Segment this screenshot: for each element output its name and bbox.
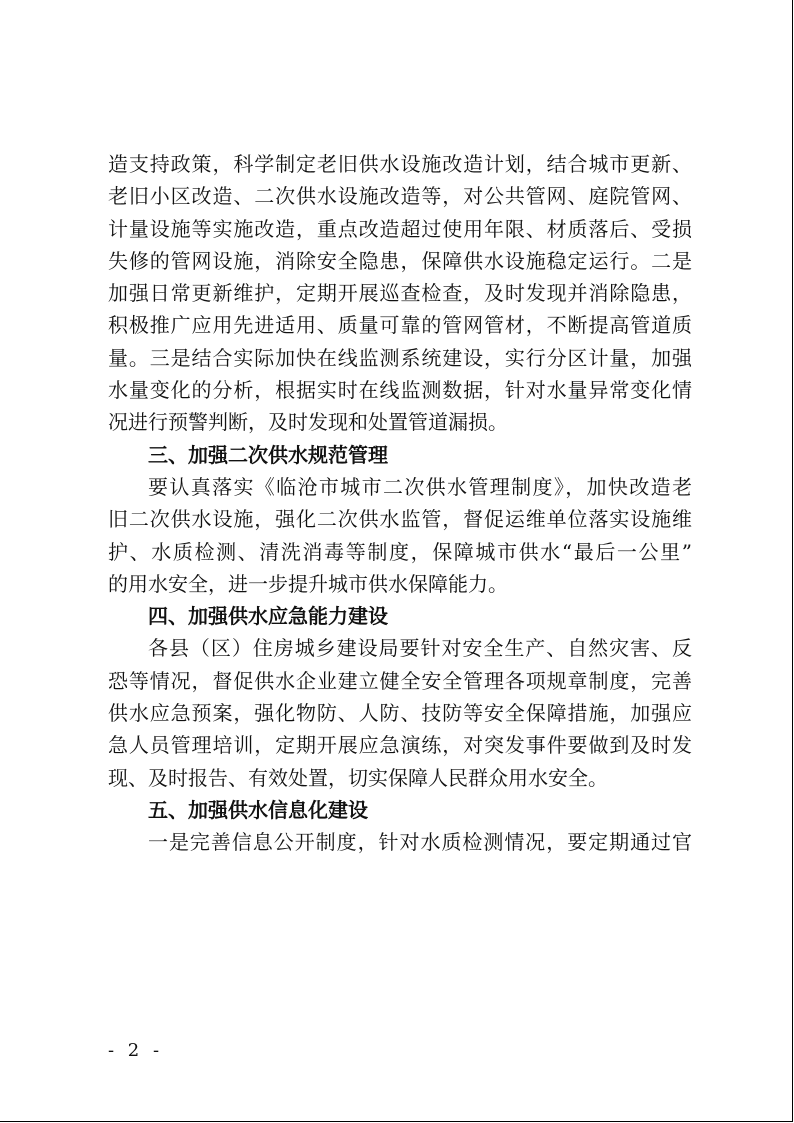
paragraph-line: 水量变化的分析，根据实时在线监测数据，针对水量异常变化情 [108, 378, 692, 403]
paragraph-line: 量。三是结合实际加快在线监测系统建设，实行分区计量，加强 [108, 345, 692, 370]
paragraph-line: 积极推广应用先进适用、质量可靠的管网管材，不断提高管道质 [108, 313, 692, 338]
paragraph-line: 急人员管理培训，定期开展应急演练，对突发事件要做到及时发 [108, 733, 692, 758]
paragraph-line: 加强日常更新维护，定期开展巡查检查，及时发现并消除隐患， [108, 281, 692, 306]
paragraph-line: 一是完善信息公开制度，针对水质检测情况，要定期通过官 [148, 830, 692, 855]
paragraph-line: 老旧小区改造、二次供水设施改造等，对公共管网、庭院管网、 [108, 184, 692, 209]
paragraph-line: 恐等情况，督促供水企业建立健全安全管理各项规章制度，完善 [108, 668, 692, 693]
paragraph-line: 护、水质检测、清洗消毒等制度，保障城市供水“最后一公里” [108, 539, 692, 564]
paragraph-line: 旧二次供水设施，强化二次供水监管，督促运维单位落实设施维 [108, 507, 692, 532]
paragraph-line: 计量设施等实施改造，重点改造超过使用年限、材质落后、受损 [108, 216, 692, 241]
paragraph-line: 失修的管网设施，消除安全隐患，保障供水设施稳定运行。二是 [108, 248, 692, 273]
paragraph-line: 要认真落实《临沧市城市二次供水管理制度》，加快改造老 [148, 474, 692, 499]
section-heading: 四、加强供水应急能力建设 [148, 604, 388, 629]
paragraph-line: 供水应急预案，强化物防、人防、技防等安全保障措施，加强应 [108, 701, 692, 726]
paragraph-line: 的用水安全，进一步提升城市供水保障能力。 [108, 571, 508, 596]
section-heading: 五、加强供水信息化建设 [148, 797, 368, 822]
section-heading: 三、加强二次供水规范管理 [148, 442, 388, 467]
paragraph-line: 况进行预警判断，及时发现和处置管道漏损。 [108, 410, 508, 435]
paragraph-line: 各县（区）住房城乡建设局要针对安全生产、自然灾害、反 [148, 636, 692, 661]
page-number: - 2 - [108, 1040, 164, 1061]
paragraph-line: 造支持政策，科学制定老旧供水设施改造计划，结合城市更新、 [108, 152, 692, 176]
paragraph-line: 现、及时报告、有效处置，切实保障人民群众用水安全。 [108, 765, 608, 790]
document-body [108, 148, 692, 859]
